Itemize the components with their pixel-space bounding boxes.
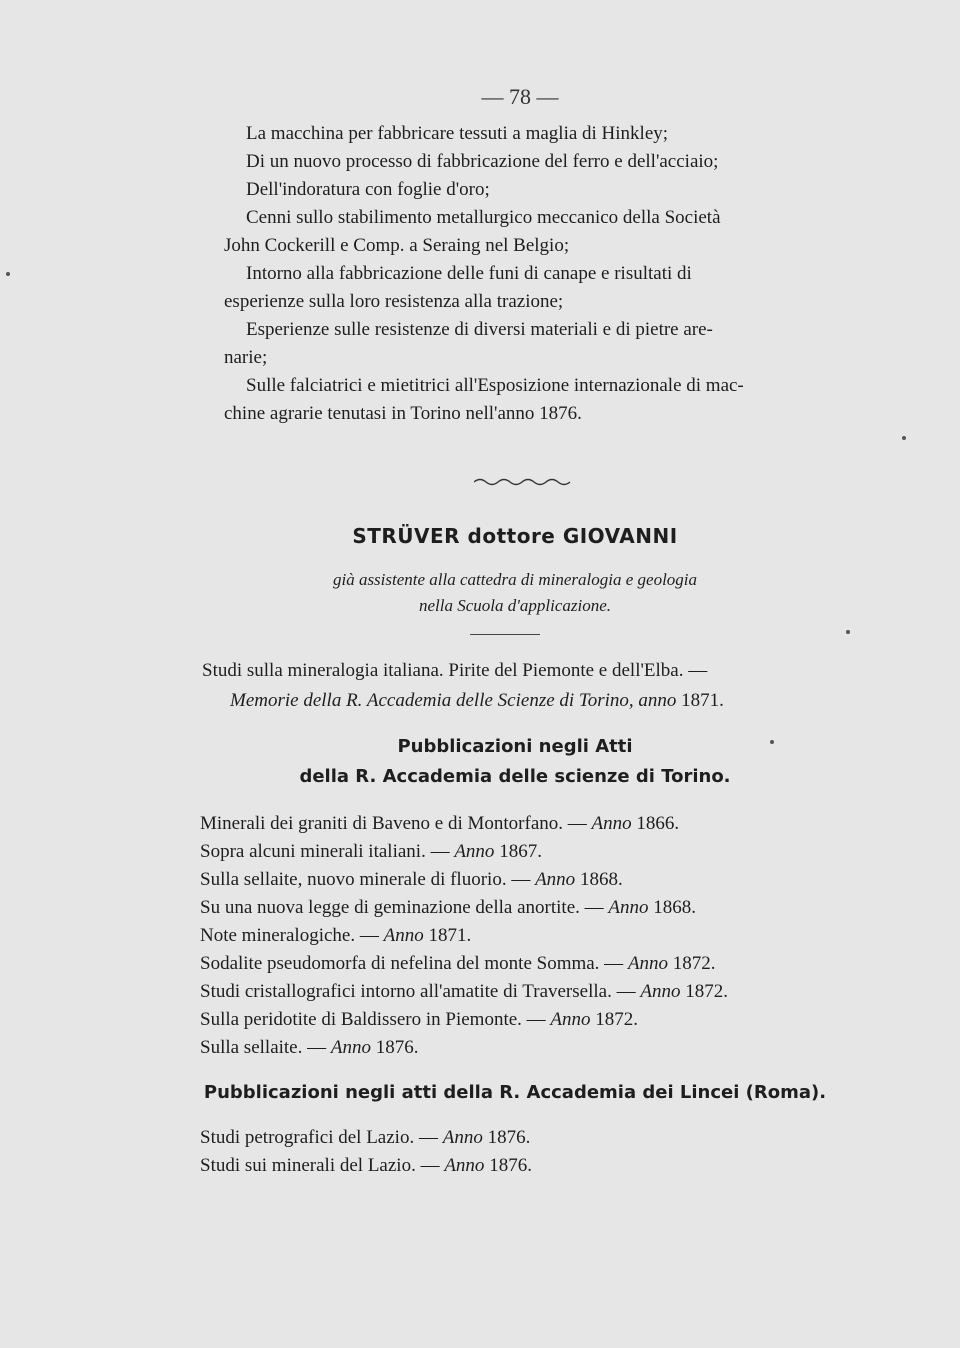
item-title: Minerali dei graniti di Baveno e di Montorfano. —: [200, 813, 587, 834]
list-item: Esperienze sulle resistenze di diversi materiali e di pietre are-: [246, 319, 713, 340]
section-subtitle-torino: della R. Accademia delle scienze di Torino.: [299, 766, 731, 787]
author-role: già assistente alla cattedra di mineralogia e geologia: [332, 570, 698, 589]
main-work-title: Studi sulla mineralogia italiana. Pirite del Piemonte e dell'Elba. —: [202, 660, 708, 681]
section-title-torino: Pubblicazioni negli Atti: [397, 736, 633, 757]
item-title: Studi sui minerali del Lazio. —: [200, 1155, 440, 1176]
list-item: [200, 866, 623, 894]
page-number: — 78 —: [481, 84, 559, 109]
speck: [6, 272, 10, 276]
item-year: 1868.: [653, 897, 696, 918]
list-item: Sulle falciatrici e mietitrici all'Esposizione internazionale di mac-: [246, 375, 744, 396]
list-item: Dell'indoratura con foglie d'oro;: [246, 179, 490, 200]
item-year: 1871.: [428, 925, 472, 946]
list-item: [200, 810, 679, 838]
list-item: [200, 1006, 638, 1034]
list-item: [200, 1124, 530, 1152]
item-title: Sopra alcuni minerali italiani. —: [200, 841, 450, 862]
author-school: nella Scuola d'applicazione.: [418, 596, 612, 615]
item-year: 1876.: [487, 1127, 531, 1148]
list-item: [200, 894, 696, 922]
item-year: 1876.: [375, 1037, 419, 1058]
author-name: STRÜVER dottore GIOVANNI: [352, 524, 678, 548]
section-rule: [470, 634, 540, 635]
item-year: 1866.: [636, 813, 680, 834]
list-item: John Cockerill e Comp. a Seraing nel Belgio;: [224, 235, 570, 256]
item-year: 1872.: [595, 1009, 639, 1030]
speck: [770, 740, 774, 744]
list-item: [200, 950, 716, 978]
item-year: 1867.: [499, 841, 542, 862]
item-anno: Anno: [550, 1009, 591, 1030]
item-anno: Anno: [383, 925, 424, 946]
item-title: Sulla peridotite di Baldissero in Piemonte. —: [200, 1009, 546, 1030]
item-anno: Anno: [444, 1155, 485, 1176]
item-anno: Anno: [591, 813, 632, 834]
source-journal: Memorie della R. Accademia delle Scienze di Torino, anno: [230, 690, 677, 711]
main-work-source: [230, 686, 724, 716]
item-title: Studi cristallografici intorno all'amatite di Traversella. —: [200, 981, 636, 1002]
item-anno: Anno: [535, 869, 576, 890]
item-title: Su una nuova legge di geminazione della anortite. —: [200, 897, 604, 918]
item-title: Sulla sellaite, nuovo minerale di fluorio. —: [200, 869, 531, 890]
item-anno: Anno: [442, 1127, 483, 1148]
speck: [846, 630, 850, 634]
item-anno: Anno: [608, 897, 649, 918]
item-year: 1876.: [489, 1155, 532, 1176]
list-item: [200, 978, 728, 1006]
section-title-lincei: Pubblicazioni negli atti della R. Accademia dei Lincei (Roma).: [203, 1082, 827, 1103]
list-item: Cenni sullo stabilimento metallurgico meccanico della Società: [246, 207, 721, 228]
list-item: Di un nuovo processo di fabbricazione del ferro e dell'acciaio;: [246, 151, 719, 172]
item-anno: Anno: [627, 953, 669, 974]
list-item: [200, 838, 542, 866]
source-year: 1871.: [681, 690, 724, 711]
wavy-separator: [474, 478, 572, 486]
item-anno: Anno: [640, 981, 681, 1002]
item-year: 1872.: [672, 953, 716, 974]
list-item: esperienze sulla loro resistenza alla trazione;: [224, 291, 564, 312]
list-item: [200, 922, 471, 950]
item-year: 1872.: [685, 981, 728, 1002]
item-title: Studi petrografici del Lazio. —: [200, 1127, 438, 1148]
list-item: narie;: [224, 347, 268, 368]
list-item: La macchina per fabbricare tessuti a maglia di Hinkley;: [246, 123, 669, 144]
speck: [902, 436, 906, 440]
item-title: Note mineralogiche. —: [200, 925, 379, 946]
list-item: [200, 1034, 418, 1062]
item-anno: Anno: [330, 1037, 371, 1058]
list-item: chine agrarie tenutasi in Torino nell'anno 1876.: [224, 403, 582, 424]
item-year: 1868.: [579, 869, 623, 890]
item-title: Sulla sellaite. —: [200, 1037, 327, 1058]
list-item: Intorno alla fabbricazione delle funi di canape e risultati di: [246, 263, 692, 284]
item-title: Sodalite pseudomorfa di nefelina del monte Somma. —: [200, 953, 624, 974]
item-anno: Anno: [454, 841, 495, 862]
list-item: [200, 1152, 532, 1180]
